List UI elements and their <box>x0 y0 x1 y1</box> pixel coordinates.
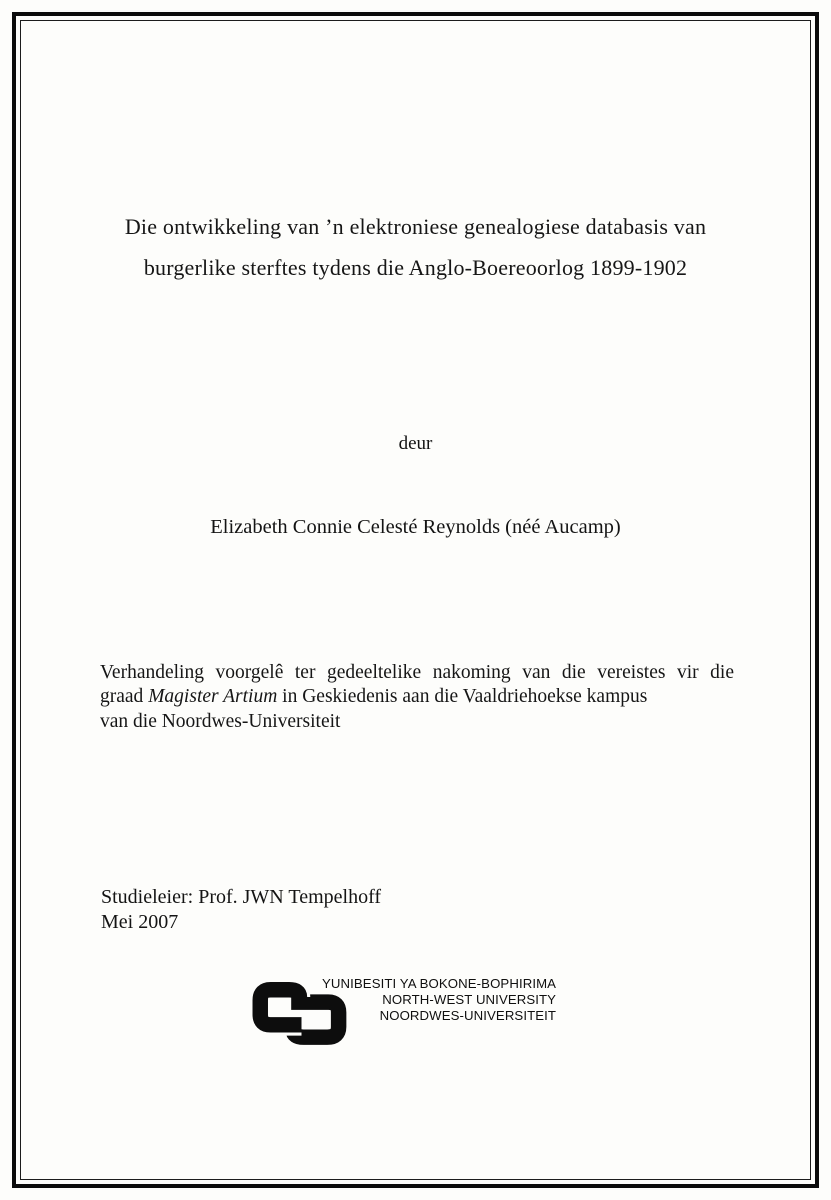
logo-text-setswana: YUNIBESITI YA BOKONE-BOPHIRIMA <box>322 976 557 991</box>
thesis-title-line1: Die ontwikkeling van ’n elektroniese genealogiese databasis van <box>124 214 707 239</box>
logo-text-afrikaans: NOORDWES-UNIVERSITEIT <box>379 1008 557 1024</box>
degree-statement-line2-suffix: in Geskiedenis aan die Vaaldriehoekse kampus <box>277 686 648 708</box>
date-line: Mei 2007 <box>101 911 179 933</box>
degree-statement-line3: van die Noordwes-Universiteit <box>100 710 341 732</box>
thesis-title-line2: burgerlike sterftes tydens die Anglo-Boereoorlog 1899-1902 <box>143 255 688 280</box>
degree-statement <box>100 661 734 734</box>
university-logo <box>252 976 556 1048</box>
university-logo-text <box>322 976 556 1025</box>
supervisor-line: Studieleier: Prof. JWN Tempelhoff <box>101 886 382 908</box>
author-name: Elizabeth Connie Celesté Reynolds (néé Aucamp) <box>210 516 621 538</box>
degree-statement-line2 <box>100 685 734 709</box>
degree-name-italic: Magister Artium <box>148 686 278 708</box>
byline-label: deur <box>398 433 433 454</box>
supervisor-block <box>101 885 381 935</box>
logo-text-english: NORTH-WEST UNIVERSITY <box>382 992 557 1008</box>
thesis-title <box>60 206 771 288</box>
degree-statement-line2-prefix: graad <box>100 686 149 708</box>
degree-statement-line1: Verhandeling voorgelê ter gedeeltelike nakoming van die vereistes vir die <box>100 662 734 683</box>
